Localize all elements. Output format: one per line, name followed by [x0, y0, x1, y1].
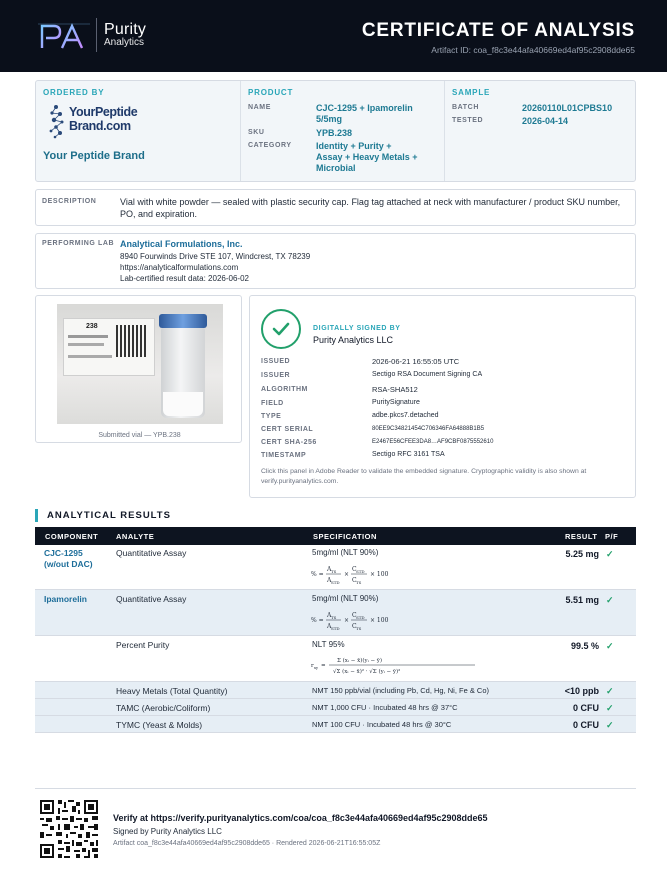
- brand-logo-line2: Brand.com: [69, 119, 131, 133]
- svg-text:r: r: [311, 663, 314, 669]
- vial-tag: [63, 318, 155, 376]
- row-spec: 5mg/ml (NLT 90%): [312, 548, 379, 557]
- sig-row-value: E2467E56CFEE3DA8…AF9CBF0875552610: [372, 439, 494, 445]
- svg-text:A: A: [327, 623, 332, 630]
- vial-tag-qr-icon: [116, 325, 148, 357]
- sample-tested-value: 2026-04-14: [522, 116, 569, 126]
- row-component: CJC-1295: [44, 548, 83, 558]
- pass-check-icon: ✓: [606, 641, 614, 651]
- svg-text:% =: % =: [311, 617, 324, 624]
- molecule-icon: [48, 103, 68, 139]
- description-card: [35, 189, 636, 226]
- svg-text:× 100: × 100: [370, 617, 389, 624]
- svg-text:×: ×: [344, 617, 350, 624]
- row-result: 5.25 mg: [565, 549, 599, 559]
- vial-tag-number: 238: [86, 323, 98, 330]
- signature-note: Click this panel in Adobe Reader to validate the embedded signature. Cryptographic validity is also shown at verify.purityanalytics.com.: [261, 468, 587, 485]
- vial-powder: [163, 392, 203, 416]
- row-analyte: Heavy Metals (Total Quantity): [116, 686, 228, 696]
- sig-row-value: Sectigo RSA Document Signing CA: [372, 371, 483, 378]
- assay-formula: [311, 562, 421, 588]
- row-component-sub: (w/out DAC): [44, 559, 93, 569]
- row-result: 0 CFU: [572, 703, 599, 713]
- sig-row-value: PuritySignature: [372, 399, 420, 406]
- lab-address: 8940 Fourwinds Drive STE 107, Windcrest, TX 78239: [120, 252, 311, 261]
- row-analyte: Percent Purity: [116, 640, 170, 650]
- svg-text:TS: TS: [356, 580, 362, 585]
- verify-qr-code-icon[interactable]: [38, 798, 100, 860]
- assay-formula: [311, 608, 421, 634]
- lab-certified-date: Lab-certified result data: 2026-06-02: [120, 274, 249, 283]
- performing-lab-card: [35, 233, 636, 289]
- purity-formula: [311, 653, 481, 679]
- svg-text:√Σ (xᵢ − x̄)² · √Σ (yᵢ − ȳ)²: √Σ (xᵢ − x̄)² · √Σ (yᵢ − ȳ)²: [333, 669, 401, 675]
- table-row: [35, 590, 636, 636]
- product-category-line1: Identity + Purity +: [316, 141, 392, 151]
- sig-row-value: adbe.pkcs7.detached: [372, 412, 439, 419]
- svg-text:C: C: [352, 612, 357, 619]
- svg-text:=: =: [321, 663, 326, 669]
- svg-text:STD: STD: [356, 569, 365, 574]
- svg-text:C: C: [352, 577, 357, 584]
- product-sku-value: YPB.238: [316, 128, 353, 138]
- row-component: Ipamorelin: [44, 594, 87, 604]
- logo-name: Purity: [104, 21, 147, 38]
- svg-text:× 100: × 100: [370, 571, 389, 578]
- sig-row-label: FIELD: [261, 400, 284, 407]
- sig-row-value: 80EE9C34821454C706346FA64888B1B5: [372, 426, 485, 432]
- row-result: 0 CFU: [572, 720, 599, 730]
- product-name-label: NAME: [248, 104, 272, 111]
- row-analyte: TAMC (Aerobic/Coliform): [116, 703, 211, 713]
- col-component: COMPONENT: [45, 532, 99, 541]
- signed-by-heading: DIGITALLY SIGNED BY: [313, 325, 401, 332]
- signature-check-icon: [261, 309, 301, 349]
- ordered-by-section: [36, 81, 240, 181]
- page-title: CERTIFICATE OF ANALYSIS: [361, 20, 635, 41]
- product-heading: PRODUCT: [248, 88, 294, 97]
- verify-link[interactable]: Verify at https://verify.purityanalytics.com/coa/coa_f8c3e44afa40669ed4af95c2908dde65: [113, 813, 488, 823]
- footer-divider: [35, 788, 636, 789]
- footer-artifact-meta: Artifact coa_f8c3e44afa40669ed4af95c2908dde65 · Rendered 2026-06-21T16:55:05Z: [113, 840, 381, 847]
- pass-check-icon: ✓: [606, 595, 614, 605]
- vial-cap: [159, 314, 207, 328]
- sig-row-value: Sectigo RFC 3161 TSA: [372, 451, 445, 458]
- col-analyte: ANALYTE: [116, 532, 155, 541]
- footer-signed-by: Signed by Purity Analytics LLC: [113, 827, 222, 836]
- vial-photo: [57, 304, 223, 424]
- table-row: [35, 545, 636, 590]
- row-spec: NMT 150 ppb/vial (including Pb, Cd, Hg, Ni, Fe & Co): [312, 686, 490, 695]
- lab-name: Analytical Formulations, Inc.: [120, 239, 243, 249]
- row-spec: NMT 1,000 CFU · Incubated 48 hrs @ 37°C: [312, 703, 458, 712]
- sample-batch-value: 20260110L01CPBS10: [522, 103, 613, 113]
- summary-card: [35, 80, 636, 182]
- sig-row-label: TIMESTAMP: [261, 452, 307, 459]
- analytical-results-heading: ANALYTICAL RESULTS: [35, 509, 171, 522]
- table-row: [35, 716, 636, 733]
- svg-text:A: A: [327, 566, 332, 573]
- product-category-line2: Assay + Heavy Metals +: [316, 152, 418, 162]
- sig-row-value: RSA-SHA512: [372, 385, 418, 394]
- table-row: [35, 699, 636, 716]
- digital-signature-panel[interactable]: [249, 295, 636, 498]
- sig-row-label: ALGORITHM: [261, 386, 308, 393]
- svg-text:TS: TS: [356, 626, 362, 631]
- col-pf: P/F: [605, 532, 619, 541]
- table-row: [35, 682, 636, 699]
- svg-text:STD: STD: [356, 615, 365, 620]
- sig-row-label: CERT SERIAL: [261, 426, 314, 433]
- purity-analytics-logo-icon: [38, 22, 94, 50]
- pass-check-icon: ✓: [606, 549, 614, 559]
- logo-subtitle: Analytics: [104, 37, 145, 48]
- sample-tested-label: TESTED: [452, 117, 484, 124]
- table-row: [35, 636, 636, 682]
- product-name-value: CJC-1295 + Ipamorelin: [316, 103, 413, 113]
- svg-text:A: A: [327, 577, 332, 584]
- svg-text:TS: TS: [331, 615, 337, 620]
- brand-logo-line1: YourPeptide: [69, 105, 138, 119]
- col-specification: SPECIFICATION: [313, 532, 377, 541]
- svg-text:% =: % =: [311, 571, 324, 578]
- row-result: <10 ppb: [564, 686, 599, 696]
- product-name-value-2: 5/5mg: [316, 114, 343, 124]
- pass-check-icon: ✓: [606, 703, 614, 713]
- sig-row-label: ISSUED: [261, 358, 291, 365]
- pass-check-icon: ✓: [606, 720, 614, 730]
- row-result: 5.51 mg: [565, 595, 599, 605]
- svg-text:A: A: [327, 612, 332, 619]
- svg-text:C: C: [352, 623, 357, 630]
- row-spec: NLT 95%: [312, 640, 345, 649]
- header-bar: [0, 0, 667, 72]
- sig-row-label: TYPE: [261, 413, 282, 420]
- ordered-by-heading: ORDERED BY: [43, 88, 105, 97]
- sample-heading: SAMPLE: [452, 88, 491, 97]
- row-spec: NMT 100 CFU · Incubated 48 hrs @ 30°C: [312, 720, 452, 729]
- sig-row-label: ISSUER: [261, 372, 291, 379]
- svg-text:Σ (xᵢ − x̄)(yᵢ − ȳ): Σ (xᵢ − x̄)(yᵢ − ȳ): [337, 658, 383, 664]
- brand-logo: [48, 103, 148, 139]
- row-result: 99.5 %: [570, 641, 599, 651]
- sig-row-value: 2026-06-21 16:55:05 UTC: [372, 357, 460, 366]
- sig-row-label: CERT SHA-256: [261, 439, 317, 446]
- svg-text:xy: xy: [314, 666, 318, 670]
- signer-name: Purity Analytics LLC: [313, 335, 394, 345]
- vial-photo-card: [35, 295, 242, 443]
- performing-lab-label: PERFORMING LAB: [42, 240, 115, 247]
- product-category-line3: Microbial: [316, 163, 356, 173]
- product-sku-label: SKU: [248, 129, 265, 136]
- col-result: RESULT: [565, 532, 598, 541]
- sample-batch-label: BATCH: [452, 104, 479, 111]
- artifact-id: Artifact ID: coa_f8c3e44afa40669ed4af95c2908dde65: [431, 45, 635, 55]
- results-table-header: [35, 527, 636, 545]
- row-spec: 5mg/ml (NLT 90%): [312, 594, 379, 603]
- row-analyte: TYMC (Yeast & Molds): [116, 720, 203, 730]
- row-analyte: Quantitative Assay: [116, 548, 187, 558]
- logo-divider: [96, 18, 97, 52]
- product-category-label: CATEGORY: [248, 142, 292, 149]
- description-text: Vial with white powder — sealed with plastic security cap. Flag tag attached at neck with manufacturer / product SKU number, PO, and expiration.: [120, 197, 621, 219]
- svg-text:×: ×: [344, 571, 350, 578]
- svg-text:TS: TS: [331, 569, 337, 574]
- description-label: DESCRIPTION: [42, 198, 97, 205]
- svg-text:STD: STD: [331, 580, 340, 585]
- product-section: [240, 81, 444, 181]
- ordered-by-name: Your Peptide Brand: [43, 150, 145, 162]
- lab-url: https://analyticalformulations.com: [120, 263, 239, 272]
- svg-text:C: C: [352, 566, 357, 573]
- sample-section: [444, 81, 637, 181]
- row-analyte: Quantitative Assay: [116, 594, 187, 604]
- pass-check-icon: ✓: [606, 686, 614, 696]
- vial-caption: Submitted vial — YPB.238: [98, 432, 181, 439]
- svg-text:STD: STD: [331, 626, 340, 631]
